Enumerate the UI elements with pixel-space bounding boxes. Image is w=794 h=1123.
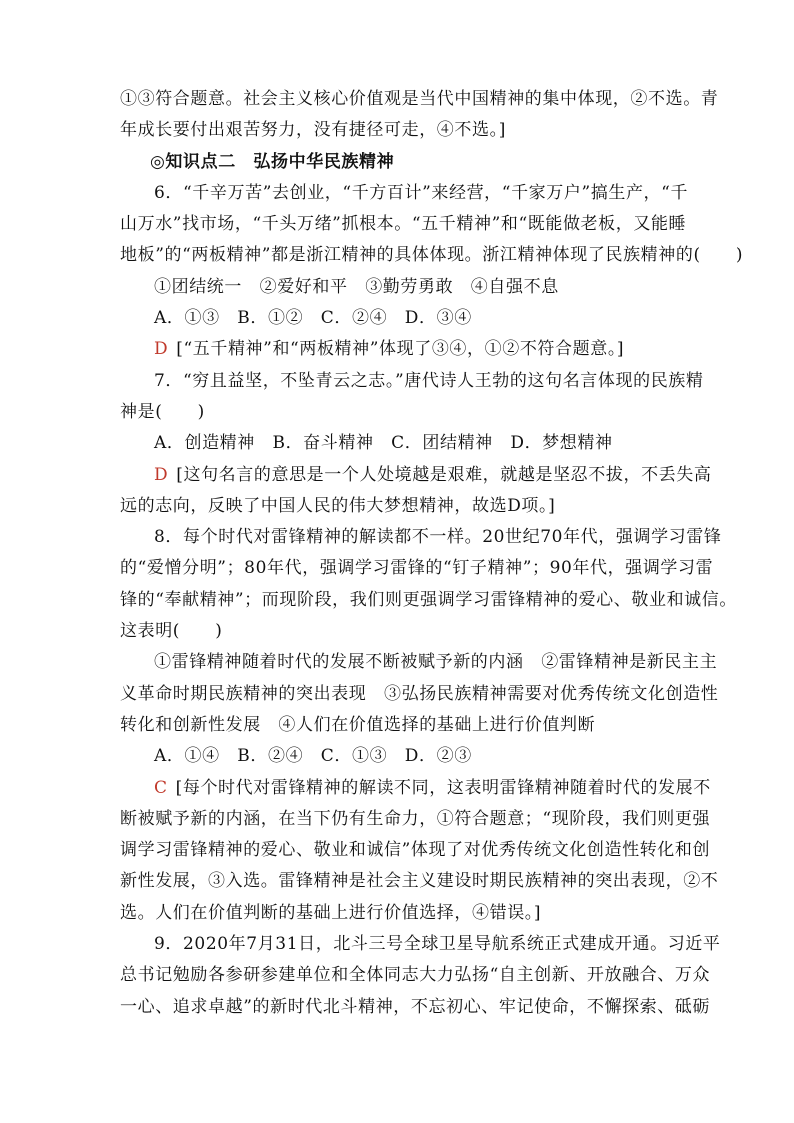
line-text: ◎知识点二 弘扬中华民族精神 bbox=[150, 151, 395, 172]
text-line bbox=[120, 366, 704, 397]
text-line bbox=[120, 898, 676, 929]
text-line bbox=[120, 84, 719, 115]
document-page bbox=[120, 84, 744, 1023]
text-line bbox=[120, 835, 711, 866]
answer-letter: D bbox=[154, 339, 169, 360]
text-line bbox=[120, 710, 676, 741]
text-line bbox=[120, 397, 676, 428]
line-text: 调学习雷锋精神的爱心、敬业和诚信”体现了对优秀传统文化创造性转化和创 bbox=[120, 840, 711, 861]
line-text: [每个时代对雷锋精神的解读不同，这表明雷锋精神随着时代的发展不 bbox=[175, 777, 711, 798]
line-text: 选。人们在价值判断的基础上进行价值选择，④错误。] bbox=[120, 902, 542, 923]
text-line bbox=[120, 240, 744, 271]
text-line bbox=[120, 616, 676, 647]
text-line bbox=[120, 773, 711, 804]
text-line bbox=[120, 178, 689, 209]
line-text: 总书记勉励各参研参建单位和全体同志大力弘扬“自主创新、开放融合、万众 bbox=[120, 965, 711, 986]
text-line bbox=[120, 804, 711, 835]
text-line bbox=[120, 866, 719, 897]
text-line bbox=[120, 272, 676, 303]
line-text: A．①③ B．①② C．②④ D．③④ bbox=[154, 308, 472, 329]
text-line bbox=[120, 334, 676, 365]
text-line bbox=[120, 929, 721, 960]
text-line bbox=[120, 553, 714, 584]
text-line bbox=[120, 460, 712, 491]
answer-letter: C bbox=[154, 777, 168, 798]
text-line bbox=[120, 522, 722, 553]
answer-letter: D bbox=[154, 464, 169, 485]
text-line bbox=[120, 585, 737, 616]
line-text: 地板”的“两板精神”都是浙江精神的具体体现。浙江精神体现了民族精神的( ) bbox=[120, 245, 744, 266]
line-text: A．①④ B．②④ C．①③ D．②③ bbox=[154, 746, 472, 767]
line-text: ①雷锋精神随着时代的发展不断被赋予新的内涵 ②雷锋精神是新民主主 bbox=[154, 652, 718, 673]
text-line bbox=[120, 491, 676, 522]
text-line bbox=[120, 428, 676, 459]
text-line bbox=[120, 647, 718, 678]
line-text: 的“爱憎分明”；80年代，强调学习雷锋的“钉子精神”；90年代，强调学习雷 bbox=[120, 558, 714, 579]
line-text: 8．每个时代对雷锋精神的解读都不一样。20世纪70年代，强调学习雷锋 bbox=[154, 527, 722, 548]
line-text: 这表明( ) bbox=[120, 621, 223, 642]
line-text: 神是( ) bbox=[120, 401, 205, 422]
text-line bbox=[120, 679, 719, 710]
line-text: 新性发展，③入选。雷锋精神是社会主义建设时期民族精神的突出表现，②不 bbox=[120, 871, 719, 892]
text-line bbox=[120, 741, 676, 772]
line-text: 远的志向，反映了中国人民的伟大梦想精神，故选D项。] bbox=[120, 495, 556, 516]
line-text: 锋的“奉献精神”；而现阶段，我们则更强调学习雷锋精神的爱心、敬业和诚信。 bbox=[120, 589, 737, 610]
line-text: [这句名言的意思是一个人处境越是艰难，就越是坚忍不拔，不丢失高 bbox=[176, 464, 712, 485]
text-line bbox=[120, 992, 711, 1023]
line-text: 7．“穷且益坚，不坠青云之志。”唐代诗人王勃的这句名言体现的民族精 bbox=[154, 370, 704, 391]
line-text: ①③符合题意。社会主义核心价值观是当代中国精神的集中体现，②不选。青 bbox=[120, 89, 719, 109]
text-line bbox=[120, 115, 676, 146]
line-text: 9．2020年7月31日，北斗三号全球卫星导航系统正式建成开通。习近平 bbox=[154, 934, 721, 955]
line-text: 义革命时期民族精神的突出表现 ③弘扬民族精神需要对优秀传统文化创造性 bbox=[120, 683, 719, 704]
line-text: 转化和创新性发展 ④人们在价值选择的基础上进行价值判断 bbox=[120, 714, 596, 735]
line-text: 一心、追求卓越”的新时代北斗精神，不忘初心、牢记使命，不懈探索、砥砺 bbox=[120, 996, 711, 1017]
line-text: [“五千精神”和“两板精神”体现了③④，①②不符合题意。] bbox=[176, 339, 625, 360]
line-text: 年成长要付出艰苦努力，没有捷径可走，④不选。] bbox=[120, 120, 506, 141]
line-text: 山万水”找市场，“千头万绪”抓根本。“五千精神”和“既能做老板，又能睡 bbox=[120, 214, 687, 235]
line-text: 断被赋予新的内涵，在当下仍有生命力，①符合题意；“现阶段，我们则更强 bbox=[120, 808, 711, 829]
section-heading bbox=[120, 147, 676, 178]
line-text: A．创造精神 B．奋斗精神 C．团结精神 D．梦想精神 bbox=[154, 433, 613, 454]
line-text: 6．“千辛万苦”去创业，“千方百计”来经营，“千家万户”搞生产，“千 bbox=[154, 182, 689, 203]
line-text: ①团结统一 ②爱好和平 ③勤劳勇敢 ④自强不息 bbox=[154, 276, 559, 297]
text-line bbox=[120, 303, 676, 334]
text-line bbox=[120, 960, 711, 991]
text-line bbox=[120, 209, 687, 240]
